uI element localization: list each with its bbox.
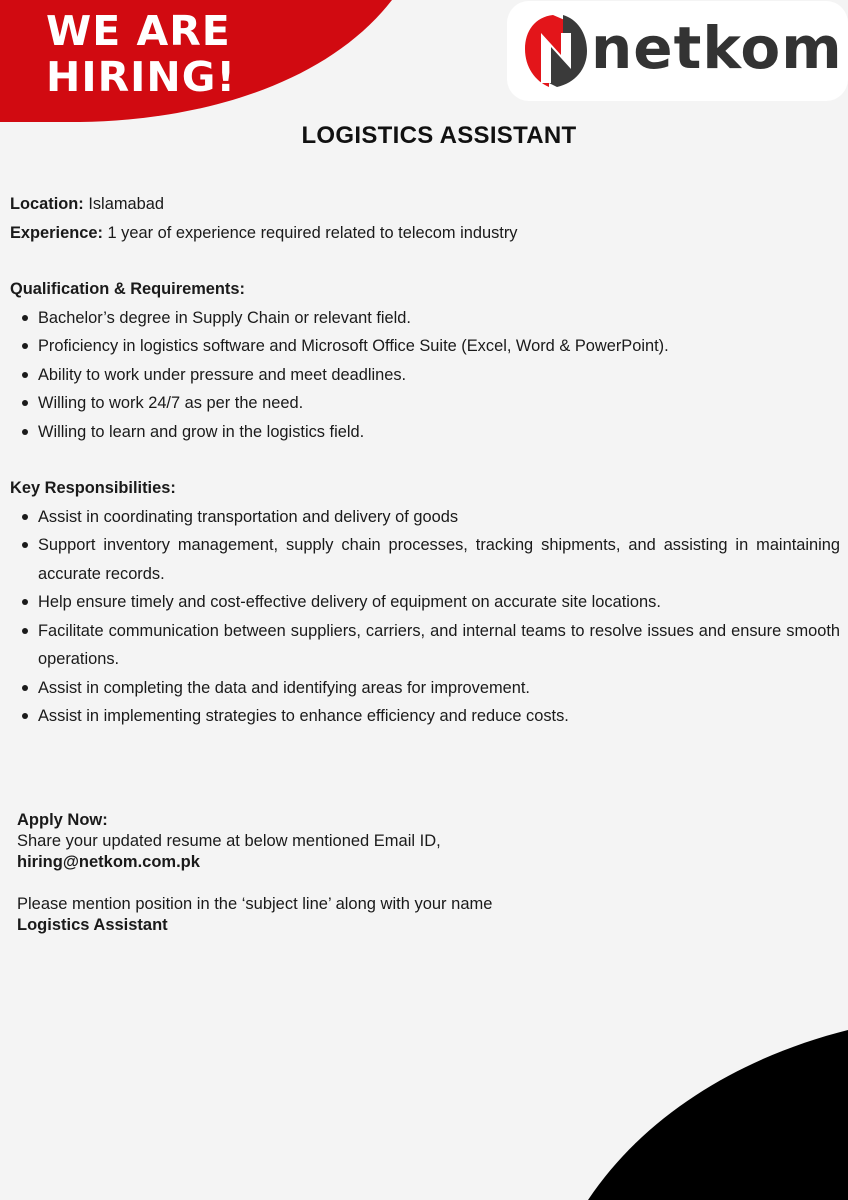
list-item: Proficiency in logistics software and Microsoft Office Suite (Excel, Word & PowerPoint). [10, 332, 840, 361]
apply-position: Logistics Assistant [17, 916, 168, 934]
apply-section [17, 810, 717, 936]
experience-label: Experience: [10, 223, 103, 242]
apply-instruction: Share your updated resume at below mentioned Email ID, [17, 832, 441, 850]
list-item: Willing to learn and grow in the logistics field. [10, 418, 840, 447]
qualifications-list [10, 304, 840, 447]
apply-note: Please mention position in the ‘subject line’ along with your name [17, 895, 493, 913]
experience-row [10, 219, 840, 248]
company-logo [507, 1, 848, 101]
list-item: Assist in completing the data and identifying areas for improvement. [10, 674, 840, 703]
list-item: Assist in coordinating transportation and delivery of goods [10, 503, 840, 532]
netkom-n-icon [523, 13, 589, 89]
responsibilities-list [10, 503, 840, 731]
banner-line-1: WE ARE [46, 7, 231, 55]
responsibilities-heading: Key Responsibilities: [10, 479, 176, 497]
list-item: Support inventory management, supply chain processes, tracking shipments, and assisting in maintaining accurate records. [10, 531, 840, 588]
apply-email[interactable]: hiring@netkom.com.pk [17, 853, 200, 871]
corner-decoration [588, 1030, 848, 1200]
netkom-wordmark: netkom [591, 14, 843, 82]
location-label: Location: [10, 195, 84, 213]
qualifications-heading: Qualification & Requirements: [10, 280, 245, 298]
location-value: Islamabad [88, 195, 164, 213]
list-item: Assist in implementing strategies to enhance efficiency and reduce costs. [10, 702, 840, 731]
list-item: Ability to work under pressure and meet deadlines. [10, 361, 840, 390]
banner-text [46, 8, 236, 100]
location-row [10, 190, 840, 219]
banner-line-2: HIRING! [46, 53, 237, 101]
list-item: Help ensure timely and cost-effective delivery of equipment on accurate site locations. [10, 588, 840, 617]
list-item: Willing to work 24/7 as per the need. [10, 389, 840, 418]
experience-value: 1 year of experience required related to telecom industry [107, 223, 518, 242]
hiring-banner [0, 0, 400, 125]
job-title: LOGISTICS ASSISTANT [301, 122, 577, 149]
job-details [10, 190, 840, 731]
list-item: Facilitate communication between suppliers, carriers, and internal teams to resolve issues and ensure smooth operations. [10, 617, 840, 674]
list-item: Bachelor’s degree in Supply Chain or relevant field. [10, 304, 840, 333]
apply-heading: Apply Now: [17, 811, 108, 829]
